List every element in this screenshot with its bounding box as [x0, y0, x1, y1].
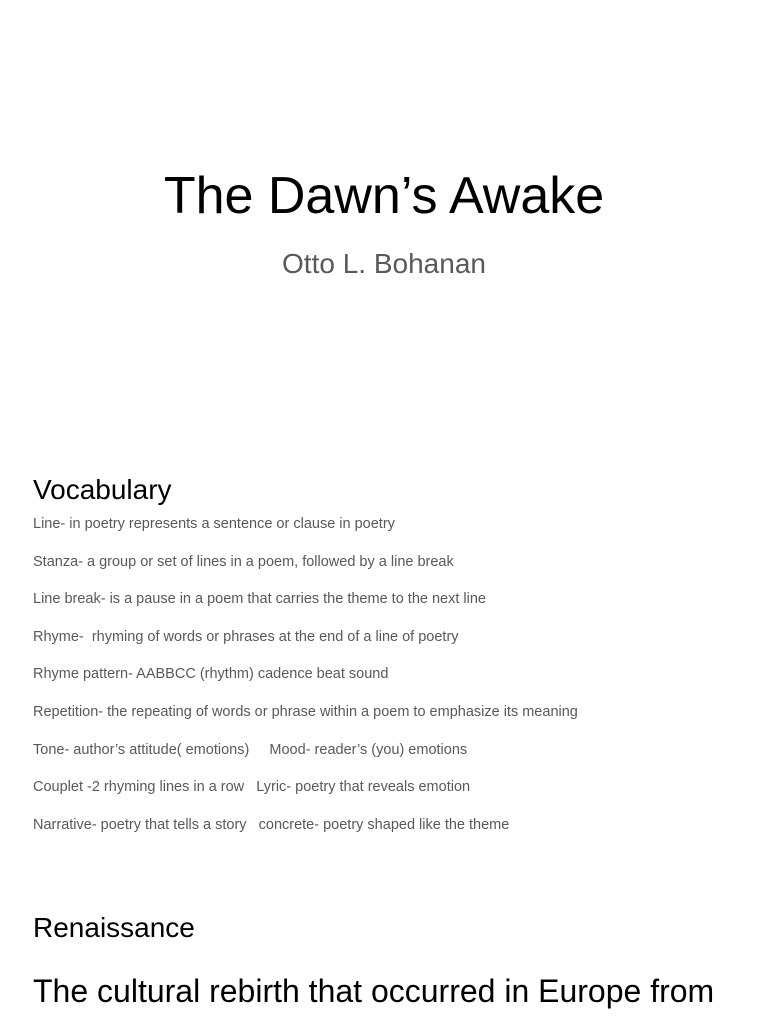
vocabulary-item: Tone- author’s attitude( emotions) Mood- reader’s (you) emotions	[33, 741, 468, 758]
slide-author: Otto L. Bohanan	[282, 248, 486, 279]
vocabulary-item: Rhyme pattern- AABBCC (rhythm) cadence beat sound	[33, 666, 389, 683]
vocabulary-heading: Vocabulary	[33, 474, 172, 505]
slide-title: The Dawn’s Awake	[163, 167, 605, 225]
vocabulary-item: Rhyme- rhyming of words or phrases at the end of a line of poetry	[33, 628, 459, 645]
vocabulary-item: Repetition- the repeating of words or phrase within a poem to emphasize its meaning	[33, 703, 578, 720]
renaissance-body: The cultural rebirth that occurred in Europe from	[33, 973, 715, 1009]
vocabulary-list	[33, 514, 753, 852]
vocabulary-item: Stanza- a group or set of lines in a poem, followed by a line break	[33, 553, 454, 570]
vocabulary-item: Narrative- poetry that tells a story concrete- poetry shaped like the theme	[33, 816, 510, 833]
vocabulary-item: Couplet -2 rhyming lines in a row Lyric- poetry that reveals emotion	[33, 779, 471, 796]
vocabulary-item: Line- in poetry represents a sentence or clause in poetry	[33, 516, 395, 532]
vocabulary-item: Line break- is a pause in a poem that carries the theme to the next line	[33, 591, 486, 608]
renaissance-heading: Renaissance	[33, 912, 195, 943]
